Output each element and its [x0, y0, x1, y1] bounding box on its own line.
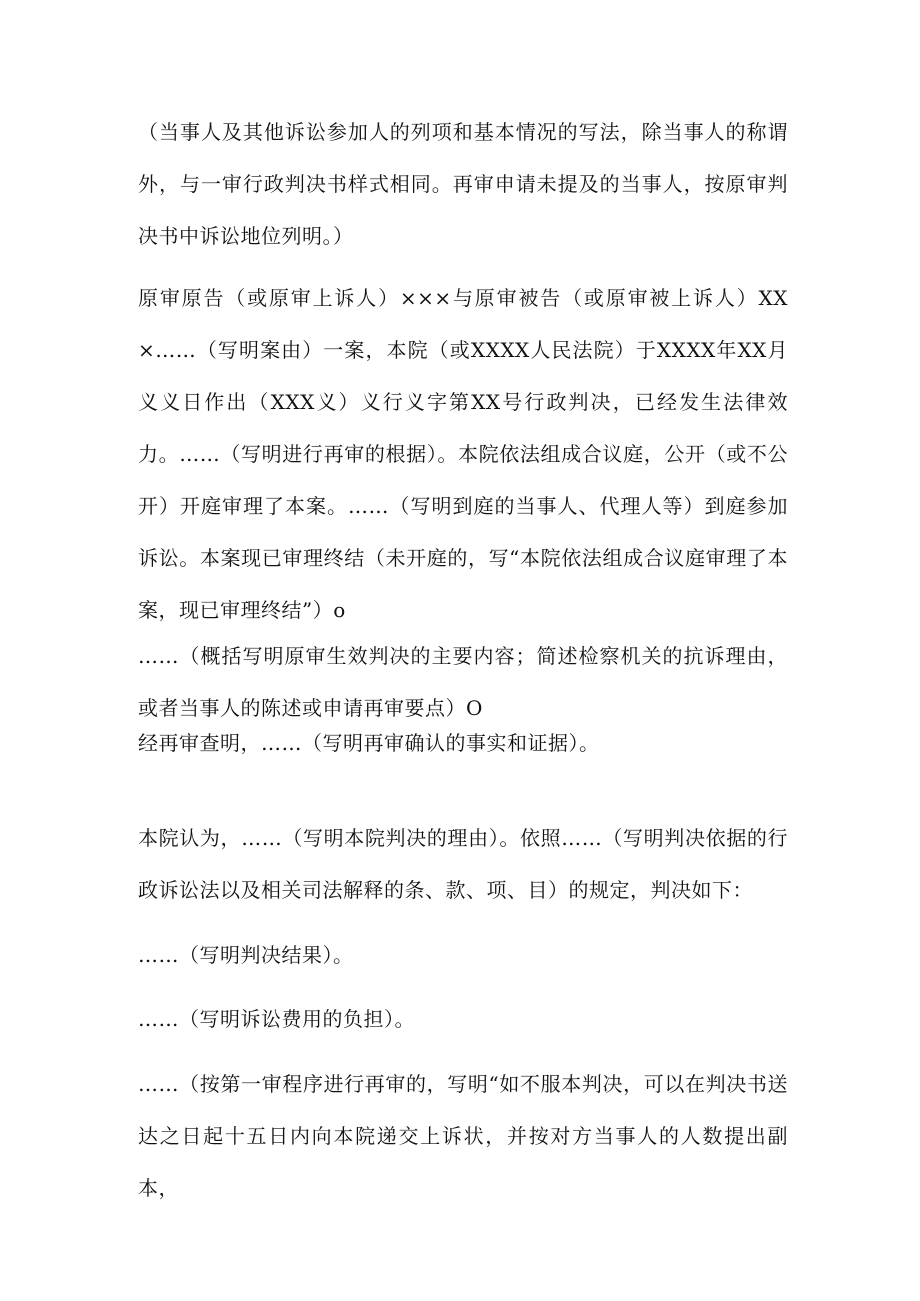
- paragraph-original-judgment-summary: ……（概括写明原审生效判决的主要内容；简述检察机关的抗诉理由，或者当事人的陈述或申请再审要点）O: [138, 644, 788, 720]
- paragraph-appeal-notice: ……（按第一审程序进行再审的，写明“如不服本判决，可以在判决书送达之日起十五日内向本院递交上诉状，并按对方当事人的人数提出副本，: [138, 1072, 788, 1200]
- paragraph-facts-found: 经再审查明，……（写明再审确认的事实和证据）。: [138, 731, 600, 755]
- paragraph-court-reasoning: 本院认为，……（写明本院判决的理由）。依照……（写明判决依据的行政诉讼法以及相关司法解释的条、款、项、目）的规定，判决如下：: [138, 826, 788, 902]
- paragraph-case-background: 原审原告（或原审上诉人）×××与原审被告（或原审被上诉人）XX×……（写明案由）一案，本院（或XXXX人民法院）于XXXX年XX月义义日作出（XXX义）义行义字第XX号行政判决，已经发生法律效力。……（写明进行再审的根据）。本院依法组成合议庭，公开（或不公开）开庭审理了本案。……（写明到庭的当事人、代理人等）到庭参加诉讼。本案现已审理终结（未开庭的，写“本院依法组成合议庭审理了本案，现已审理终结”）o: [138, 286, 788, 622]
- paragraph-party-info-note: （当事人及其他诉讼参加人的列项和基本情况的写法，除当事人的称谓外，与一审行政判决书样式相同。再审申请未提及的当事人，按原审判决书中诉讼地位列明。）: [138, 120, 788, 248]
- paragraph-litigation-costs: ……（写明诉讼费用的负担）。: [138, 1007, 415, 1031]
- paragraph-judgment-result: ……（写明判决结果）。: [138, 943, 354, 967]
